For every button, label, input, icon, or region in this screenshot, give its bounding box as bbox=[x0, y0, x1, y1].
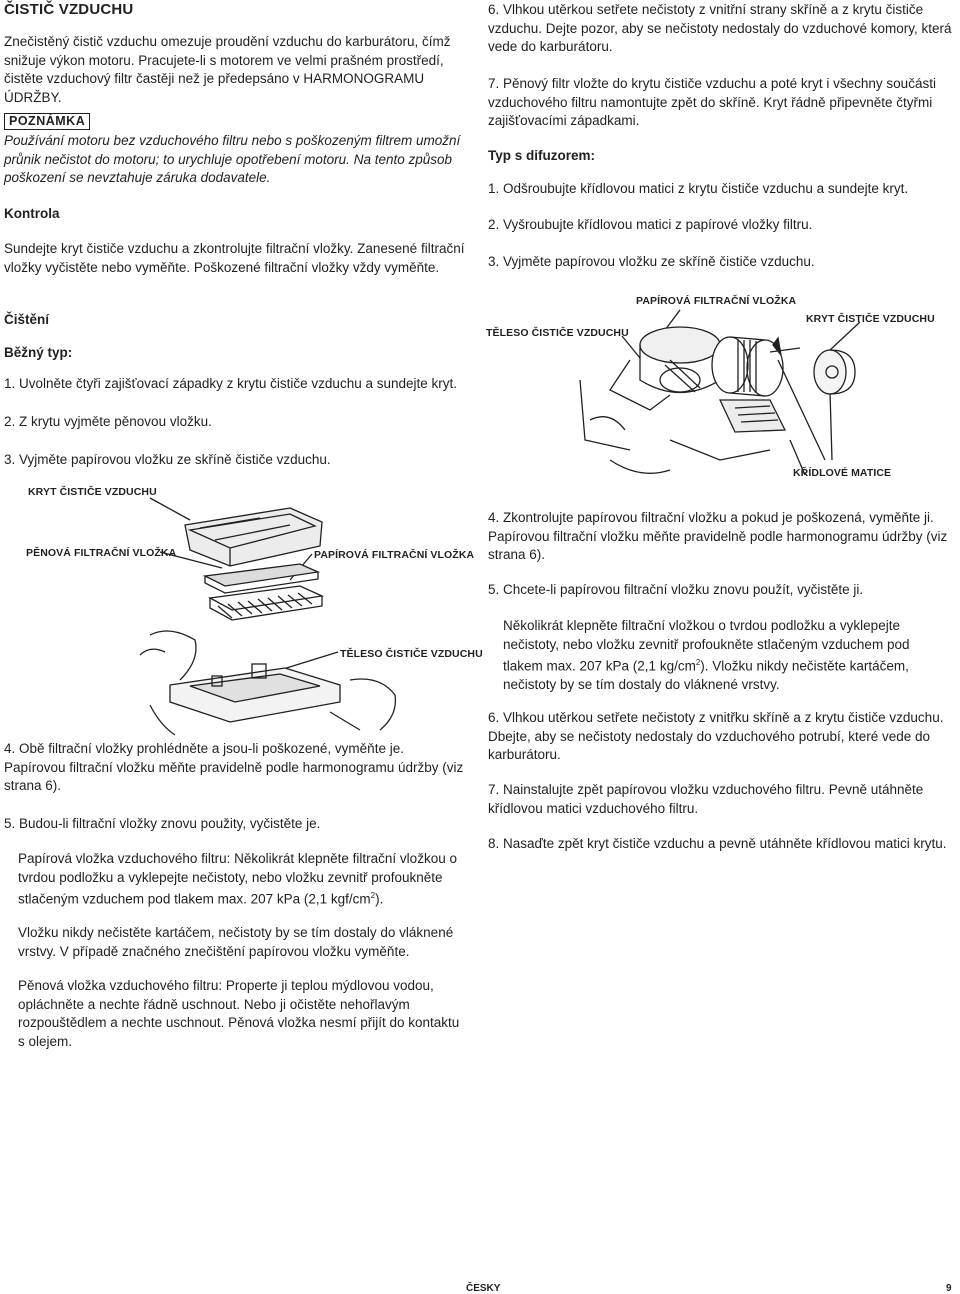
footer-language: ČESKY bbox=[466, 1283, 501, 1294]
step-2: 2. Z krytu vyjměte pěnovou vložku. bbox=[4, 414, 212, 429]
paper-cleaning-end: ). bbox=[375, 891, 384, 907]
fig2-label-body: TĚLESO ČISTIČE VZDUCHU bbox=[486, 327, 629, 339]
diffuser-step-7: 7. Nainstalujte zpět papírovou vložku vzduchového filtru. Pevně utáhněte křídlovou matici vzduchového filtru. bbox=[488, 782, 924, 816]
right-step-7: 7. Pěnový filtr vložte do krytu čističe vzduchu a poté kryt i všechny součásti vzduchového filtru namontujte zpět do skříně. Kryt řádně připevněte čtyřmi zajišťovacími západkami. bbox=[488, 76, 936, 128]
diffuser-step-3: 3. Vyjměte papírovou vložku ze skříně čističe vzduchu. bbox=[488, 254, 815, 269]
diffuser-step-8: 8. Nasaďte zpět kryt čističe vzduchu a pevně utáhněte křídlovou matici krytu. bbox=[488, 836, 947, 851]
diffuser-air-cleaner-illustration bbox=[570, 300, 940, 500]
diffuser-step-1: 1. Odšroubujte křídlovou matici z krytu čističe vzduchu a sundejte kryt. bbox=[488, 181, 909, 196]
kontrola-text: Sundejte kryt čističe vzduchu a zkontrolujte filtrační vložky. Zanesené filtrační vložky vyčistěte nebo vyměňte. Poškozené filtrační vložky vždy vyměňte. bbox=[4, 241, 465, 275]
page-number: 9 bbox=[946, 1283, 952, 1294]
foam-cleaning-text: Pěnová vložka vzduchového filtru: Properte ji teplou mýdlovou vodou, opláchněte a nechte řádně uschnout. Nebo ji očistěte nehořlavým rozpouštědlem a nechte uschnout. Pěnová vložka nesmí přijít do kontaktu s olejem. bbox=[18, 978, 460, 1049]
paper-cleaning-text bbox=[18, 850, 468, 909]
air-cleaner-exploded-illustration bbox=[0, 480, 480, 742]
fig1-label-foam: PĚNOVÁ FILTRAČNÍ VLOŽKA bbox=[26, 547, 177, 559]
fig1-label-paper: PAPÍROVÁ FILTRAČNÍ VLOŽKA bbox=[314, 549, 475, 561]
d5-detail-end: ). Vložku nikdy nečistěte kartáčem, nečistoty by se tím dostaly do vláknené vrstvy. bbox=[503, 658, 909, 692]
fig1-label-cover: KRYT ČISTIČE VZDUCHU bbox=[28, 486, 157, 498]
cisteni-heading: Čištění bbox=[4, 312, 50, 327]
note-block bbox=[4, 112, 466, 188]
fig2-label-cover: KRYT ČISTIČE VZDUCHU bbox=[806, 313, 935, 325]
step-3: 3. Vyjměte papírovou vložku ze skříně čističe vzduchu. bbox=[4, 452, 331, 467]
intro-paragraph: Znečistěný čistič vzduchu omezuje proudění vzduchu do karburátoru, čímž snižuje výkon motoru. Pracujete-li s motorem ve velmi prašném prostředí, čistěte vzduchový filtr častěji než je předepsáno v HARMONOGRAMU ÚDRŽBY. bbox=[4, 34, 451, 105]
note-text: Používání motoru bez vzduchového filtru nebo s poškozeným filtrem umožní průnik nečistot do motoru; to urychluje opotřebení motoru. Na tento způsob poškození se nevztahuje záruka dodavatele. bbox=[4, 133, 461, 185]
diffuser-step-5-detail bbox=[503, 617, 943, 695]
diffuser-step-4: 4. Zkontrolujte papírovou filtrační vložku a pokud je poškozená, vyměňte ji. Papírovou filtrační vložku měňte pravidelně podle harmonogramu údržby (viz strana 6). bbox=[488, 510, 948, 562]
section-title: ČISTIČ VZDUCHU bbox=[4, 1, 134, 18]
paper-cleaning-main: Papírová vložka vzduchového filtru: Několikrát klepněte filtrační vložkou o tvrdou podložku a vyklepejte nečistoty, nebo vložku zevnitř profoukněte stlačeným vzduchem pod tlakem max. 207 kPa (2,1 kgf/cm bbox=[18, 851, 457, 907]
paper-cleaning-sup: 2 bbox=[370, 891, 376, 900]
fig2-label-paper: PAPÍROVÁ FILTRAČNÍ VLOŽKA bbox=[636, 295, 797, 307]
bezny-typ-heading: Běžný typ: bbox=[4, 345, 73, 360]
diffuser-step-6: 6. Vlhkou utěrkou setřete nečistoty z vnitřku skříně a z krytu čističe vzduchu. Dbejte, aby se nečistoty nedostaly do vzduchového potrubí, které vede do karburátoru. bbox=[488, 710, 944, 762]
fig1-label-body: TĚLESO ČISTIČE VZDUCHU bbox=[340, 648, 483, 660]
step-5: 5. Budou-li filtrační vložky znovu použity, vyčistěte je. bbox=[4, 816, 321, 831]
fig2-label-wing-nuts: KŘÍDLOVÉ MATICE bbox=[793, 467, 892, 479]
d5-detail-sup: 2 bbox=[695, 658, 701, 667]
diffuser-heading: Typ s difuzorem: bbox=[488, 148, 596, 163]
note-label: POZNÁMKA bbox=[4, 113, 90, 130]
no-brush-text: Vložku nikdy nečistěte kartáčem, nečistoty by se tím dostaly do vláknené vrstvy. V případě značného znečištění papírovou vložku vyměňte. bbox=[18, 925, 454, 959]
kontrola-heading: Kontrola bbox=[4, 206, 60, 221]
diffuser-step-5: 5. Chcete-li papírovou filtrační vložku znovu použít, vyčistěte ji. bbox=[488, 582, 864, 597]
step-1: 1. Uvolněte čtyři zajišťovací západky z krytu čističe vzduchu a sundejte kryt. bbox=[4, 376, 458, 391]
d5-detail-main: Několikrát klepněte filtrační vložkou o tvrdou podložku a vyklepejte nečistoty, nebo vložku zevnitř profoukněte stlačeným vzduchem pod tlakem max. 207 kPa (2,1 kg/cm bbox=[503, 618, 910, 674]
diffuser-step-2: 2. Vyšroubujte křídlovou matici z papírové vložky filtru. bbox=[488, 217, 813, 232]
right-step-6: 6. Vlhkou utěrkou setřete nečistoty z vnitřní strany skříně a z krytu čističe vzduchu. Dejte pozor, aby se nečistoty nedostaly do vzduchové komory, která vede do karburátoru. bbox=[488, 2, 952, 54]
step-4: 4. Obě filtrační vložky prohlédněte a jsou-li poškozené, vyměňte je. Papírovou filtrační vložku měňte pravidelně podle harmonogramu údržby (viz strana 6). bbox=[4, 741, 464, 793]
